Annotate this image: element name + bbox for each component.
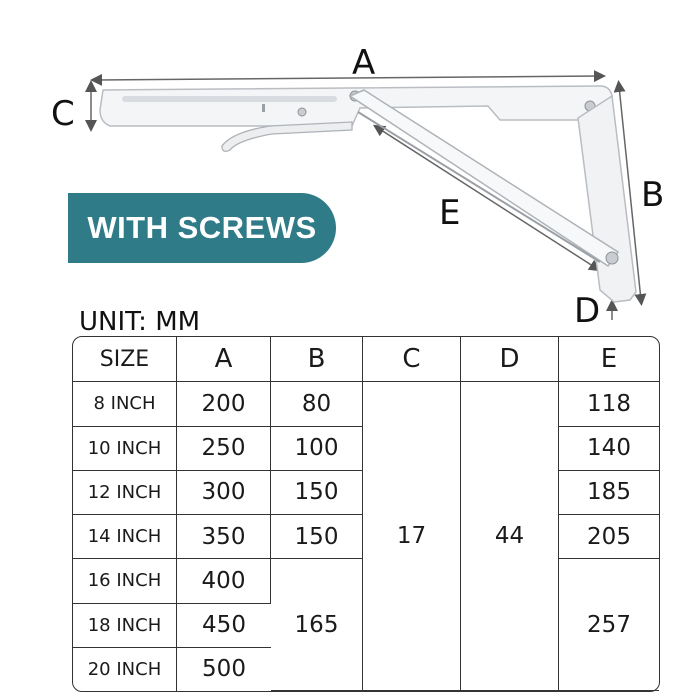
dimension-label-b: B <box>641 175 665 215</box>
with-screws-badge <box>68 193 336 263</box>
cell-b-merged: 165 <box>271 559 363 691</box>
cell-a: 300 <box>177 471 271 515</box>
cell-c-merged: 17 <box>363 382 461 691</box>
column-header-a: A <box>177 337 271 382</box>
dimension-label-e: E <box>439 193 461 233</box>
cell-a: 500 <box>202 656 246 683</box>
cell-b: 150 <box>271 515 363 559</box>
size-spec-table <box>72 336 660 692</box>
cell-a: 200 <box>177 382 271 426</box>
cell-size: 8 INCH <box>73 382 177 426</box>
cell-e: 140 <box>559 427 659 471</box>
cell-e: 118 <box>559 382 659 426</box>
cell-e: 185 <box>559 471 659 515</box>
column-header-d: D <box>461 337 559 382</box>
cell-size: 16 INCH <box>73 559 177 603</box>
cell-e: 205 <box>559 515 659 559</box>
badge-text: WITH SCREWS <box>87 210 317 245</box>
table-row <box>73 382 659 426</box>
cell-size: 18 INCH <box>73 604 177 648</box>
cell-size: 10 INCH <box>73 427 177 471</box>
dimension-label-a: A <box>352 43 376 83</box>
column-header-size: SIZE <box>73 337 177 382</box>
cell-a: 450 <box>177 604 271 648</box>
bracket-diagram <box>0 0 700 320</box>
bracket-vertical-arm <box>578 96 636 302</box>
cell-a: 250 <box>177 427 271 471</box>
cell-e-merged: 257 <box>559 559 659 691</box>
cell-d-merged: 44 <box>461 382 559 691</box>
dimension-label-c: C <box>51 94 75 134</box>
dim-line-a <box>96 76 600 80</box>
table-header-row <box>73 337 659 382</box>
column-header-b: B <box>271 337 363 382</box>
cell-size: 20 INCH <box>73 648 177 691</box>
cell-a: 350 <box>177 515 271 559</box>
bracket-top-arm <box>100 86 612 126</box>
cell-a: 400 <box>177 559 271 603</box>
column-header-c: C <box>363 337 461 382</box>
column-header-e: E <box>559 337 659 382</box>
cell-b: 100 <box>271 427 363 471</box>
cell-size: 14 INCH <box>73 515 177 559</box>
dim-line-e <box>378 128 596 268</box>
cell-size: 12 INCH <box>73 471 177 515</box>
dimension-label-d: D <box>574 291 601 331</box>
cell-b: 150 <box>271 471 363 515</box>
cell-b: 80 <box>271 382 363 426</box>
unit-label: UNIT: MM <box>79 307 201 337</box>
